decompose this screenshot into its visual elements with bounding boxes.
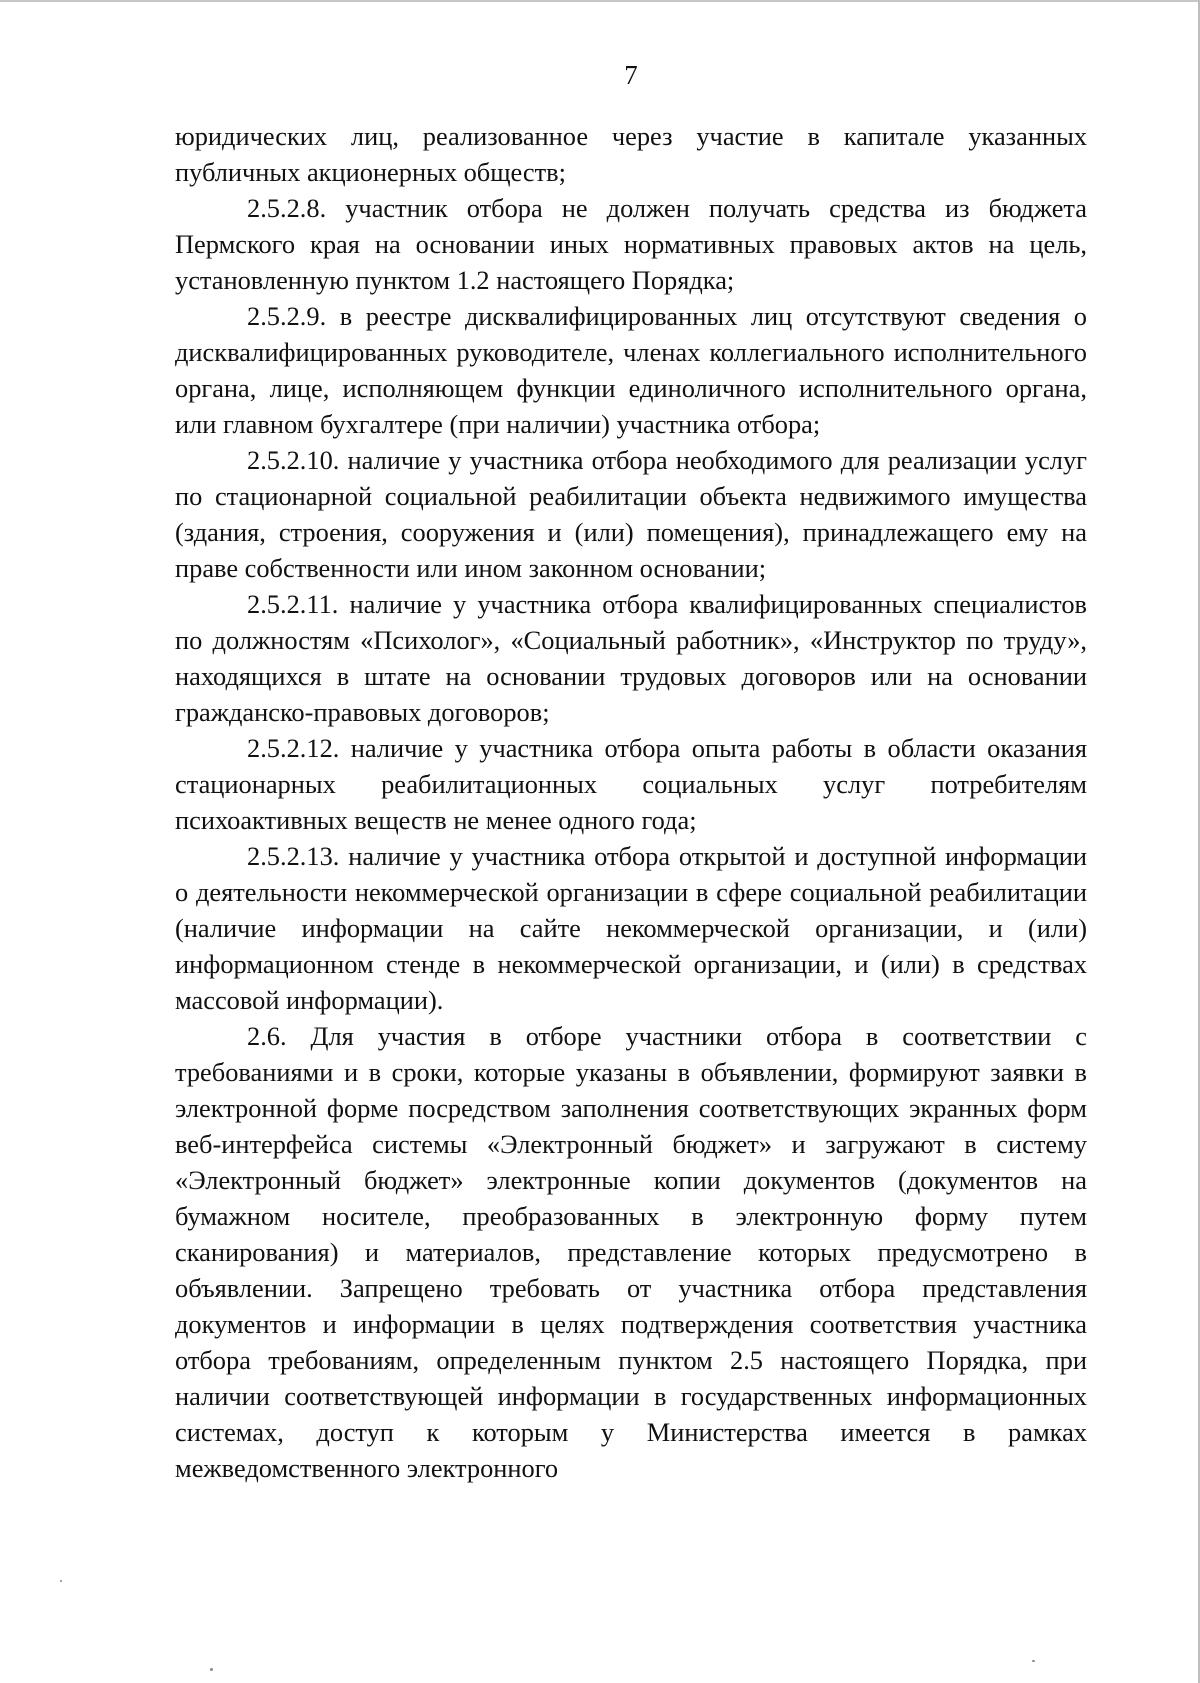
- scan-speck: [1032, 1660, 1035, 1662]
- scan-speck: [210, 1668, 213, 1671]
- page-number: 7: [624, 60, 638, 90]
- paragraph-2-5-2-8: 2.5.2.8. участник отбора не должен получать средства из бюджета Пермского края на основании иных нормативных правовых актов на цель, установленную пунктом 1.2 настоящего Порядка;: [175, 193, 1087, 295]
- paragraph-continuation: юридических лиц, реализованное через участие в капитале указанных публичных акционерных обществ;: [175, 121, 1087, 187]
- scan-speck: [60, 1580, 62, 1582]
- paragraph-2-5-2-13: 2.5.2.13. наличие у участника отбора открытой и доступной информации о деятельности некоммерческой организации в сфере социальной реабилитации (наличие информации на сайте некоммерческой организации, и (или) информационном стенде в некоммерческой организации, и (или) в средствах массовой информации).: [175, 841, 1087, 1015]
- document-body: [175, 118, 1087, 1486]
- paragraph-2-5-2-10: 2.5.2.10. наличие у участника отбора необходимого для реализации услуг по стационарной социальной реабилитации объекта недвижимого имущества (здания, строения, сооружения и (или) помещения), принадлежащего ему на праве собственности или ином законном основании;: [175, 445, 1087, 583]
- paragraph-2-6: 2.6. Для участия в отборе участники отбора в соответствии с требованиями и в сроки, которые указаны в объявлении, формируют заявки в электронной форме посредством заполнения соответствующих экранных форм веб-интерфейса системы «Электронный бюджет» и загружают в систему «Электронный бюджет» электронные копии документов (документов на бумажном носителе, преобразованных в электронную форму путем сканирования) и материалов, представление которых предусмотрено в объявлении. Запрещено требовать от участника отбора представления документов и информации в целях подтверждения соответствия участника отбора требованиям, определенным пунктом 2.5 настоящего Порядка, при наличии соответствующей информации в государственных информационных системах, доступ к которым у Министерства имеется в рамках межведомственного электронного: [175, 1021, 1087, 1483]
- paragraph-2-5-2-11: 2.5.2.11. наличие у участника отбора квалифицированных специалистов по должностям «Психолог», «Социальный работник», «Инструктор по труду», находящихся в штате на основании трудовых договоров или на основании гражданско-правовых договоров;: [175, 589, 1087, 727]
- paragraph-2-5-2-9: 2.5.2.9. в реестре дисквалифицированных лиц отсутствуют сведения о дисквалифицированных руководителе, членах коллегиального исполнительного органа, лице, исполняющем функции единоличного исполнительного органа, или главном бухгалтере (при наличии) участника отбора;: [175, 301, 1087, 439]
- paragraph-2-5-2-12: 2.5.2.12. наличие у участника отбора опыта работы в области оказания стационарных реабилитационных социальных услуг потребителям психоактивных веществ не менее одного года;: [175, 733, 1087, 835]
- scan-top-edge: [0, 0, 1200, 2]
